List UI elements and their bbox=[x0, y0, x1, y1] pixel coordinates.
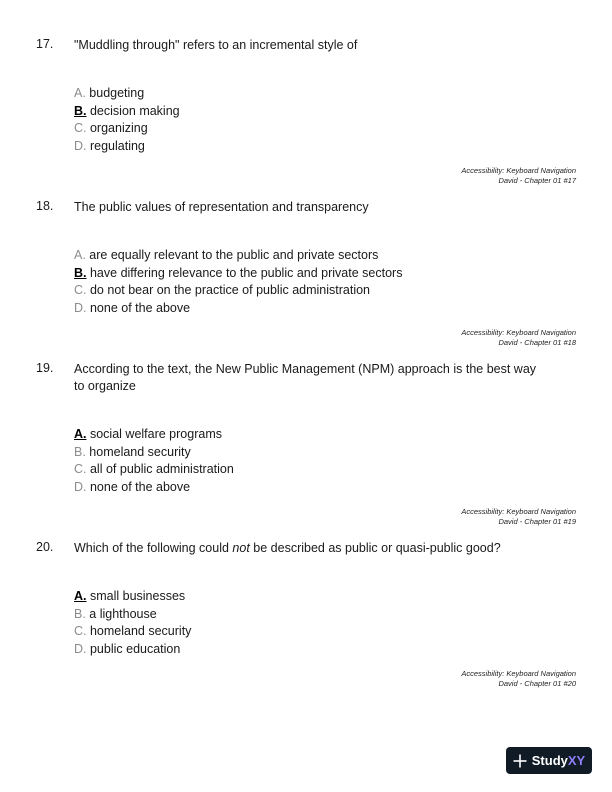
brand-main: Study bbox=[531, 753, 568, 768]
correct-option-letter: B. bbox=[74, 103, 87, 118]
option-text: budgeting bbox=[89, 86, 145, 100]
option-d bbox=[74, 138, 180, 156]
question-meta bbox=[461, 328, 576, 348]
option-c bbox=[74, 461, 234, 479]
option-letter: D. bbox=[74, 300, 87, 315]
accessibility-note: Accessibility: Keyboard Navigation bbox=[461, 507, 576, 516]
option-text: public education bbox=[89, 641, 181, 656]
option-c bbox=[74, 120, 180, 138]
accessibility-note: Accessibility: Keyboard Navigation bbox=[461, 166, 576, 175]
question-text bbox=[74, 361, 544, 395]
option-c bbox=[74, 282, 402, 300]
option-text: social welfare programs bbox=[89, 427, 222, 441]
chapter-reference: David - Chapter 01 #20 bbox=[498, 679, 576, 688]
option-d bbox=[74, 479, 234, 497]
option-b bbox=[74, 444, 234, 462]
option-text: do not bear on the practice of public administration bbox=[89, 283, 371, 297]
question-text-part: be described as public or quasi-public good? bbox=[249, 541, 501, 555]
option-text: homeland security bbox=[89, 624, 192, 638]
question-text-part: The public values of representation and transparency bbox=[74, 200, 369, 214]
option-letter: C. bbox=[74, 624, 87, 638]
brand-accent: XY bbox=[567, 753, 586, 768]
correct-option-letter: A. bbox=[74, 427, 87, 441]
option-text: none of the above bbox=[89, 479, 191, 494]
correct-option-letter: A. bbox=[74, 589, 87, 603]
option-a bbox=[74, 426, 234, 444]
option-text: decision making bbox=[89, 103, 180, 118]
option-text: a lighthouse bbox=[89, 606, 157, 621]
option-d bbox=[74, 641, 191, 659]
option-text: none of the above bbox=[89, 300, 191, 315]
option-text: homeland security bbox=[89, 444, 191, 459]
studyxy-badge[interactable] bbox=[506, 747, 592, 774]
option-letter: B. bbox=[74, 606, 86, 621]
option-a bbox=[74, 588, 191, 606]
option-letter: D. bbox=[74, 641, 87, 656]
chapter-reference: David - Chapter 01 #17 bbox=[498, 176, 576, 185]
question-meta bbox=[461, 507, 576, 527]
plus-icon bbox=[513, 754, 527, 768]
option-a bbox=[74, 85, 180, 103]
question-text-part: Which of the following could bbox=[74, 541, 233, 555]
correct-option-letter: B. bbox=[74, 265, 87, 280]
option-letter: D. bbox=[74, 138, 87, 153]
option-letter: C. bbox=[74, 462, 87, 476]
accessibility-note: Accessibility: Keyboard Navigation bbox=[461, 328, 576, 337]
question-text-part: According to the text, the New Public Management (NPM) approach is the best way to organize bbox=[74, 362, 537, 393]
option-list bbox=[74, 588, 191, 658]
question-number: 17. bbox=[36, 37, 54, 51]
question-text bbox=[74, 199, 544, 216]
option-letter: C. bbox=[74, 121, 87, 135]
option-text: have differing relevance to the public and private sectors bbox=[89, 265, 403, 280]
option-letter: A. bbox=[74, 248, 86, 262]
question-text bbox=[74, 37, 544, 54]
question-number: 20. bbox=[36, 540, 54, 554]
option-list bbox=[74, 426, 234, 496]
option-letter: A. bbox=[74, 86, 86, 100]
option-c bbox=[74, 623, 191, 641]
option-text: all of public administration bbox=[89, 462, 234, 476]
question-meta bbox=[461, 166, 576, 186]
chapter-reference: David - Chapter 01 #18 bbox=[498, 338, 576, 347]
option-d bbox=[74, 300, 402, 318]
question-text bbox=[74, 540, 544, 557]
option-letter: C. bbox=[74, 283, 87, 297]
question-text-part: "Muddling through" refers to an incremental style of bbox=[74, 38, 358, 52]
chapter-reference: David - Chapter 01 #19 bbox=[498, 517, 576, 526]
question-meta bbox=[461, 669, 576, 689]
accessibility-note: Accessibility: Keyboard Navigation bbox=[461, 669, 576, 678]
question-number: 18. bbox=[36, 199, 54, 213]
option-text: regulating bbox=[89, 138, 145, 153]
question-text-emphasis: not bbox=[232, 541, 250, 555]
option-text: small businesses bbox=[89, 589, 186, 603]
question-number: 19. bbox=[36, 361, 54, 375]
option-b bbox=[74, 103, 180, 121]
option-letter: D. bbox=[74, 479, 87, 494]
option-b bbox=[74, 265, 402, 283]
option-b bbox=[74, 606, 191, 624]
option-letter: B. bbox=[74, 444, 86, 459]
brand-name bbox=[532, 753, 585, 768]
option-text: are equally relevant to the public and private sectors bbox=[89, 248, 379, 262]
option-list bbox=[74, 85, 180, 155]
option-a bbox=[74, 247, 402, 265]
option-list bbox=[74, 247, 402, 317]
option-text: organizing bbox=[89, 121, 148, 135]
